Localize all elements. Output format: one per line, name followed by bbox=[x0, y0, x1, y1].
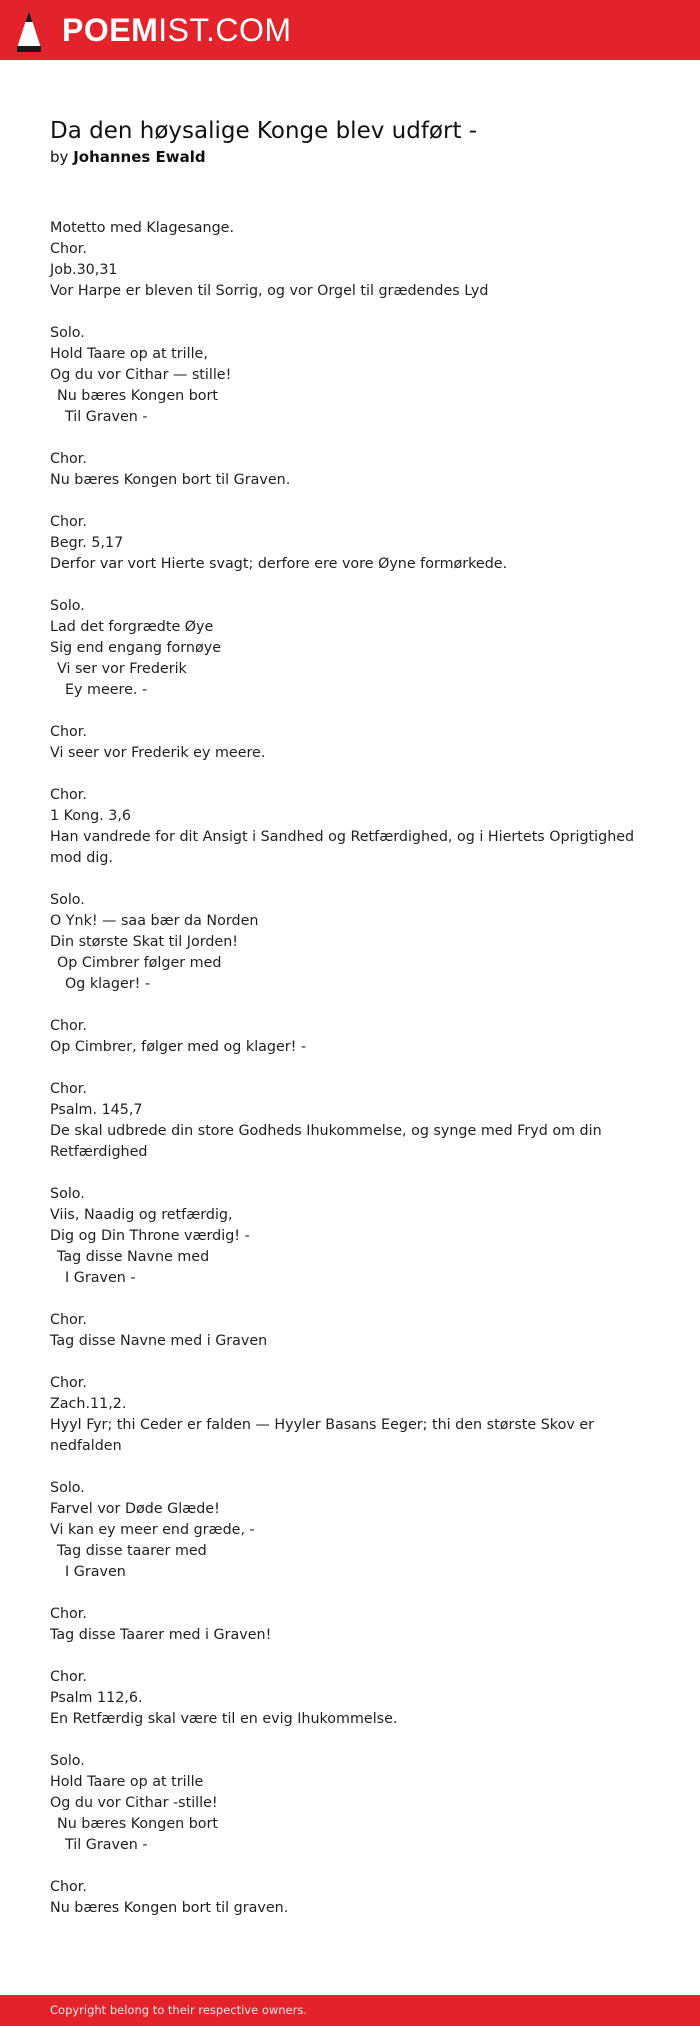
poem-line: 1 Kong. 3,6 bbox=[50, 808, 132, 824]
stanza bbox=[50, 323, 650, 428]
author-name[interactable]: Johannes Ewald bbox=[73, 148, 206, 166]
poem-line: Til Graven - bbox=[65, 409, 148, 425]
poem-line: Op Cimbrer følger med bbox=[57, 955, 222, 971]
poem-line: Chor. bbox=[50, 1375, 87, 1391]
stanza bbox=[50, 1184, 650, 1289]
poem-line: Sig end engang fornøye bbox=[50, 640, 221, 656]
poem-line: Chor. bbox=[50, 1018, 87, 1034]
stanza bbox=[50, 1373, 650, 1457]
stanza bbox=[50, 512, 650, 575]
poem-line: Hold Taare op at trille, bbox=[50, 346, 208, 362]
poem-line: Solo. bbox=[50, 325, 85, 341]
stanza bbox=[50, 1310, 650, 1352]
poem-line: Nu bæres Kongen bort til Graven. bbox=[50, 472, 291, 488]
poem-line: Han vandrede for dit Ansigt i Sandhed og Retfærdighed, og i Hiertets Oprigtighed mod dig. bbox=[50, 829, 635, 866]
pencil-tip-icon[interactable] bbox=[16, 10, 42, 52]
poem-line: Tag disse Taarer med i Graven! bbox=[50, 1627, 272, 1643]
stanza bbox=[50, 596, 650, 701]
stanza bbox=[50, 1016, 650, 1058]
poem-line: Tag disse Navne med i Graven bbox=[50, 1333, 268, 1349]
poem-line: Op Cimbrer, følger med og klager! - bbox=[50, 1039, 307, 1055]
poem-body bbox=[50, 218, 650, 1940]
stanza bbox=[50, 890, 650, 995]
poem-line: Zach.11,2. bbox=[50, 1396, 127, 1412]
logo-bold-part: POEM bbox=[62, 12, 159, 48]
poem-line: Din største Skat til Jorden! bbox=[50, 934, 239, 950]
poem-line: Lad det forgrædte Øye bbox=[50, 619, 214, 635]
poem-line: I Graven - bbox=[65, 1270, 136, 1286]
poem-line: Og du vor Cithar -stille! bbox=[50, 1795, 218, 1811]
poem-line: Chor. bbox=[50, 1879, 87, 1895]
poem-line: Dig og Din Throne værdig! - bbox=[50, 1228, 250, 1244]
copyright-notice: Copyright belong to their respective owners. bbox=[50, 2003, 308, 2017]
poem-line: Tag disse taarer med bbox=[57, 1543, 207, 1559]
stanza bbox=[50, 1667, 650, 1730]
poem-line: Tag disse Navne med bbox=[57, 1249, 210, 1265]
poem-line: Solo. bbox=[50, 1753, 85, 1769]
poem-line: Farvel vor Døde Glæde! bbox=[50, 1501, 220, 1517]
poem-line: Chor. bbox=[50, 451, 87, 467]
poem-line: Chor. bbox=[50, 514, 87, 530]
poem-line: Solo. bbox=[50, 1186, 85, 1202]
stanza bbox=[50, 218, 650, 302]
poem-line: Begr. 5,17 bbox=[50, 535, 124, 551]
poem-line: Til Graven - bbox=[65, 1837, 148, 1853]
poem-line: Og du vor Cithar — stille! bbox=[50, 367, 232, 383]
poem-line: Vi kan ey meer end græde, - bbox=[50, 1522, 255, 1538]
poem-line: Chor. bbox=[50, 1606, 87, 1622]
poem-line: De skal udbrede din store Godheds Ihukommelse, og synge med Fryd om din Retfærdighed bbox=[50, 1123, 602, 1160]
byline bbox=[50, 147, 206, 167]
poem-line: Hyyl Fyr; thi Ceder er falden — Hyyler Basans Eeger; thi den største Skov er nedfalden bbox=[50, 1417, 595, 1454]
by-label: by bbox=[50, 148, 69, 166]
stanza bbox=[50, 1877, 650, 1919]
poem-line: Chor. bbox=[50, 1669, 87, 1685]
site-logo[interactable] bbox=[62, 10, 292, 50]
poem-line: Ey meere. - bbox=[65, 682, 148, 698]
site-header bbox=[0, 0, 700, 60]
poem-line: Chor. bbox=[50, 1312, 87, 1328]
poem-line: Viis, Naadig og retfærdig, bbox=[50, 1207, 233, 1223]
poem-line: Solo. bbox=[50, 598, 85, 614]
poem-line: Solo. bbox=[50, 1480, 85, 1496]
stanza bbox=[50, 785, 650, 869]
poem-line: Vor Harpe er bleven til Sorrig, og vor Orgel til grædendes Lyd bbox=[50, 283, 489, 299]
poem-title: Da den høysalige Konge blev udført - bbox=[50, 118, 478, 144]
stanza bbox=[50, 1079, 650, 1163]
poem-line: I Graven bbox=[65, 1564, 126, 1580]
poem-line: Nu bæres Kongen bort til graven. bbox=[50, 1900, 289, 1916]
poem-line: Job.30,31 bbox=[50, 262, 118, 278]
poem-line: Hold Taare op at trille bbox=[50, 1774, 204, 1790]
poem-line: Solo. bbox=[50, 892, 85, 908]
stanza bbox=[50, 449, 650, 491]
poem-line: Vi seer vor Frederik ey meere. bbox=[50, 745, 266, 761]
poem-line: Derfor var vort Hierte svagt; derfore ere vore Øyne formørkede. bbox=[50, 556, 508, 572]
logo-light-part: IST.COM bbox=[158, 12, 292, 48]
stanza bbox=[50, 1478, 650, 1583]
poem-line: Nu bæres Kongen bort bbox=[57, 388, 219, 404]
stanza bbox=[50, 1751, 650, 1856]
poem-line: Chor. bbox=[50, 1081, 87, 1097]
poem-line: Chor. bbox=[50, 787, 87, 803]
poem-line: Psalm 112,6. bbox=[50, 1690, 143, 1706]
poem-line: Motetto med Klagesange. bbox=[50, 220, 234, 236]
poem-line: Psalm. 145,7 bbox=[50, 1102, 143, 1118]
poem-line: Chor. bbox=[50, 724, 87, 740]
stanza bbox=[50, 1604, 650, 1646]
poem-line: En Retfærdig skal være til en evig Ihukommelse. bbox=[50, 1711, 398, 1727]
poem-line: Nu bæres Kongen bort bbox=[57, 1816, 219, 1832]
poem-line: Og klager! - bbox=[65, 976, 151, 992]
poem-line: Chor. bbox=[50, 241, 87, 257]
poem-line: O Ynk! — saa bær da Norden bbox=[50, 913, 259, 929]
site-footer bbox=[0, 1995, 700, 2026]
stanza bbox=[50, 722, 650, 764]
poem-line: Vi ser vor Frederik bbox=[57, 661, 187, 677]
